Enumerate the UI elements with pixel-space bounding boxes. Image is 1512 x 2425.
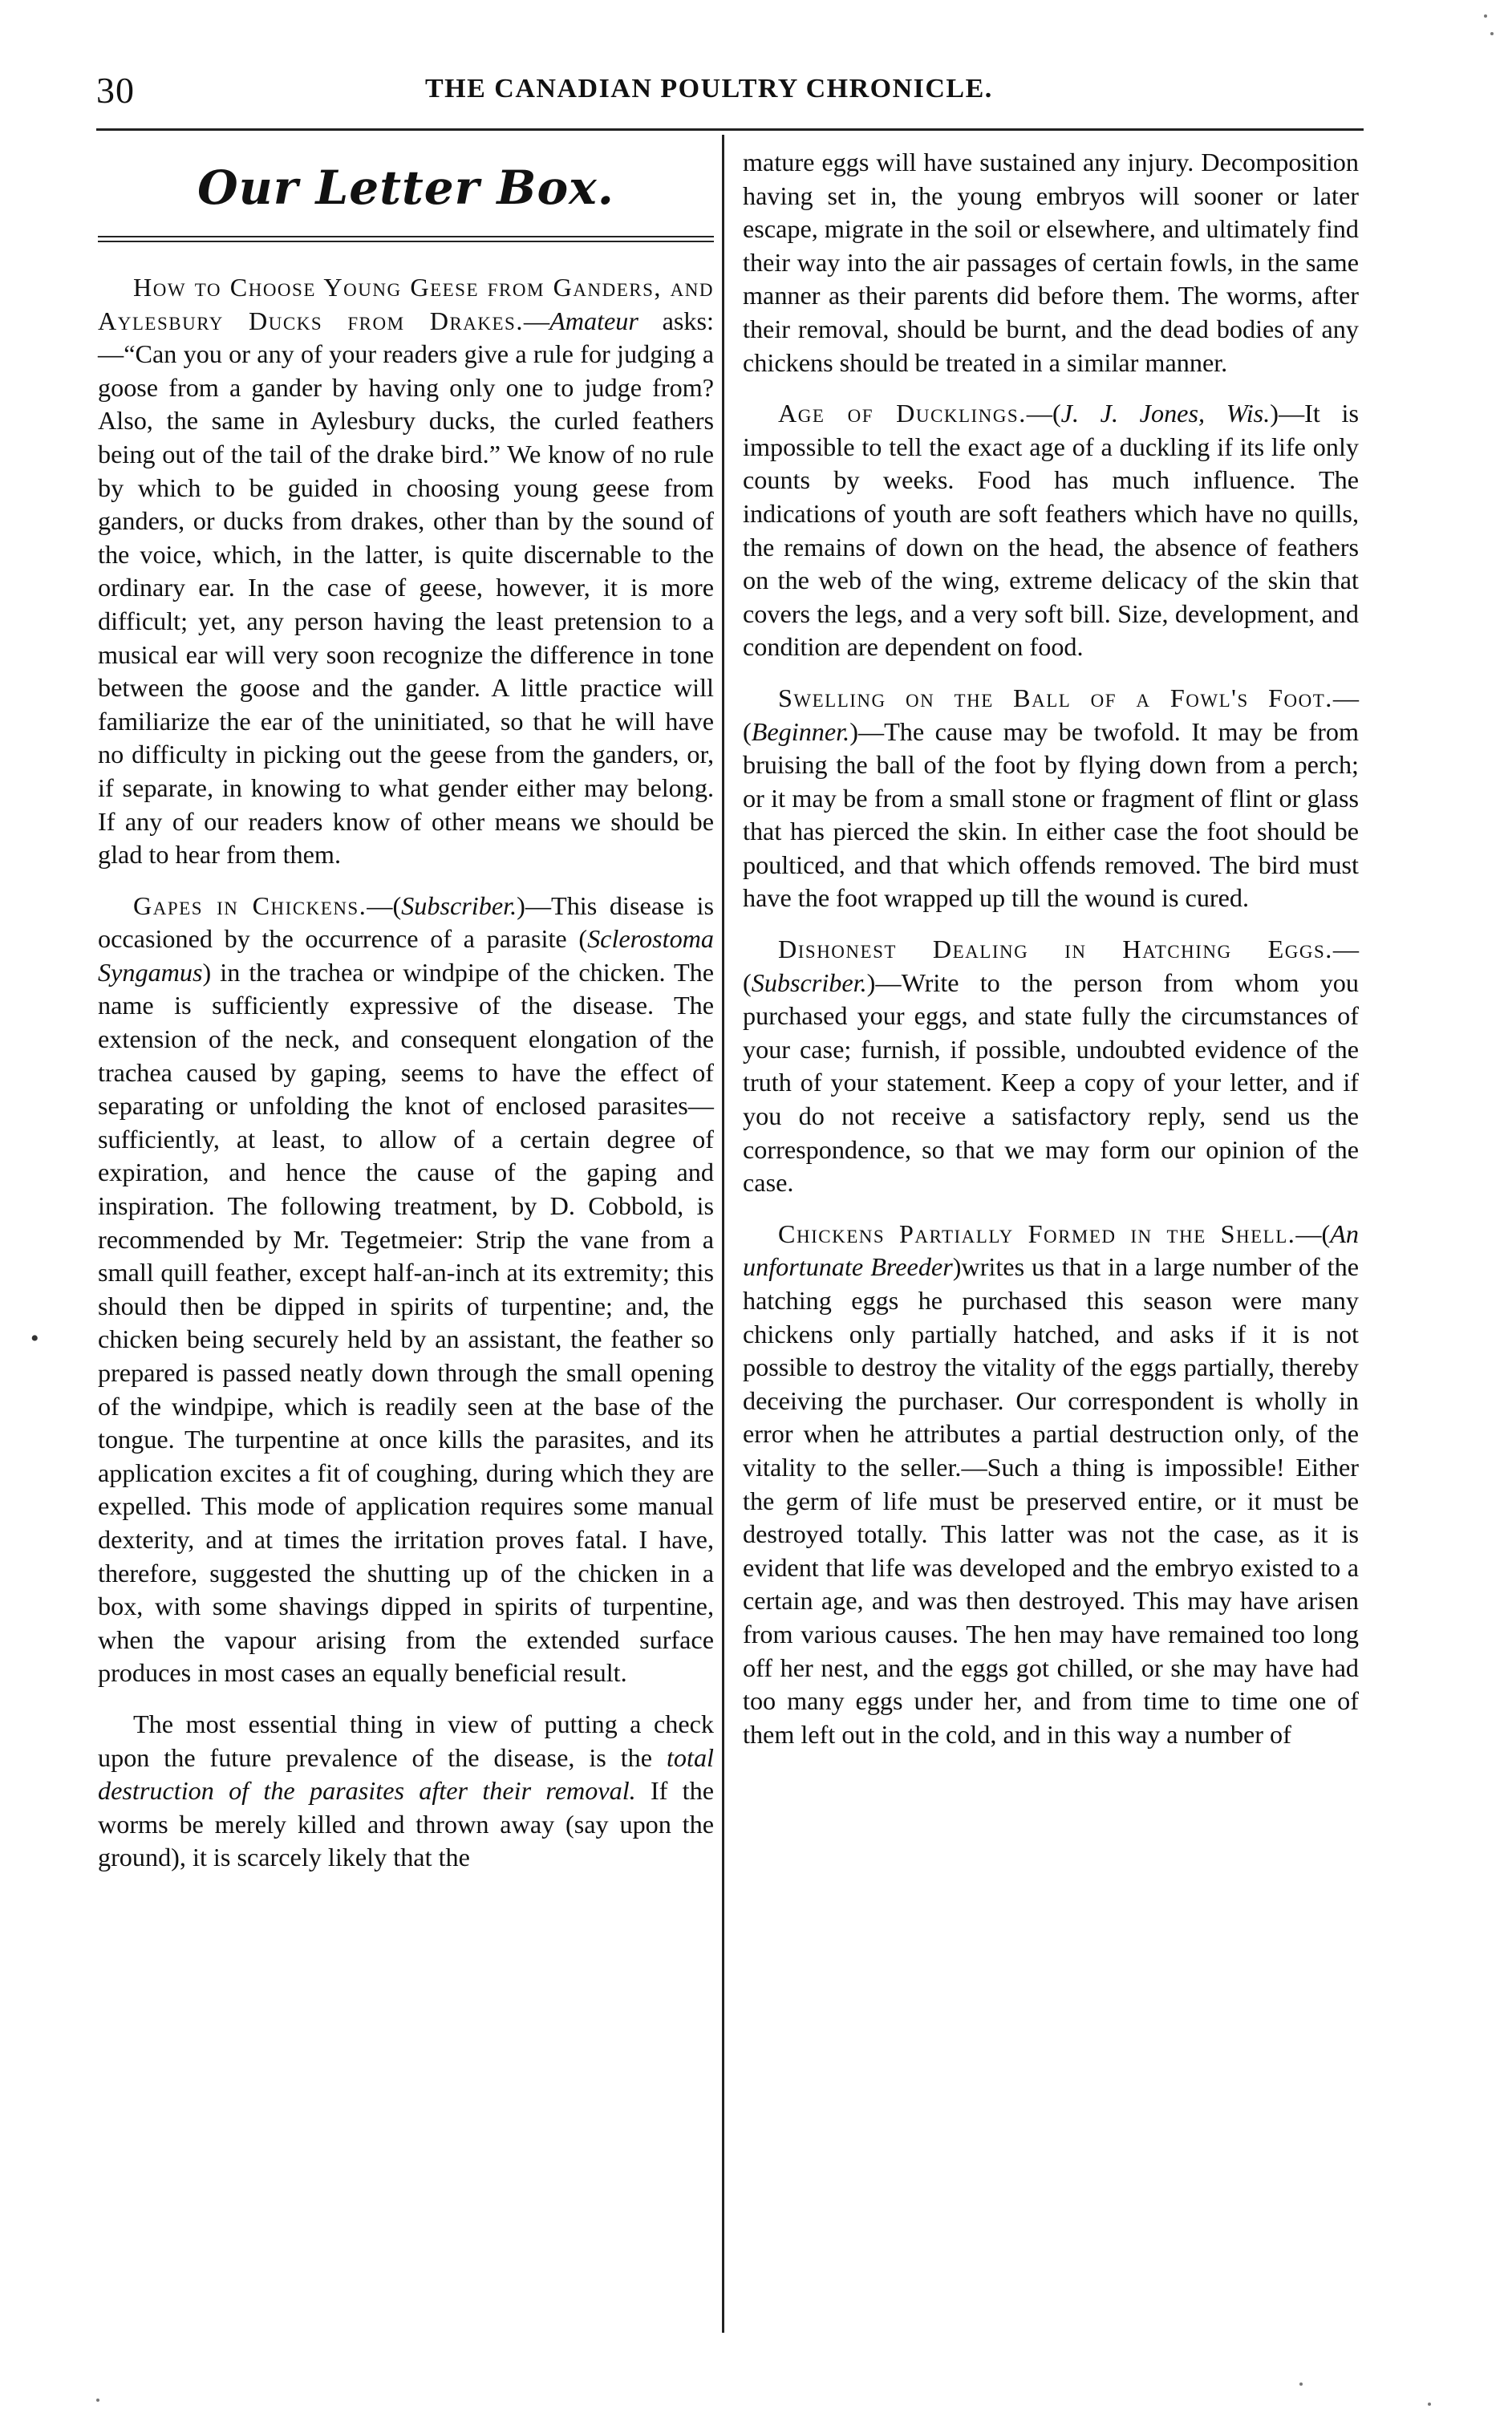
running-header: [96, 63, 1364, 119]
article-author: Beginner.: [751, 716, 850, 746]
left-column: [98, 146, 714, 1892]
article-title: Swelling on the Ball of a Fowl's Foot.: [778, 683, 1333, 712]
article-gapes: [98, 890, 714, 1690]
article-body: —It is impossible to tell the exact age of a duckling if its life only counts by weeks. Food has much influence. The indications of youth are soft feathers which have no quills, the remains of down on the head, the absence of feathers on the web of the wing, extreme delicacy of the skin that covers the legs, and a very soft bill. Size, development, and condition are dependent on food.: [743, 399, 1359, 662]
species-name: Sclerostoma Syngamus: [98, 924, 714, 987]
article-title: Chickens Partially Formed in the Shell.: [778, 1219, 1296, 1248]
author-open: —(: [743, 683, 1359, 746]
author-open: —(: [367, 890, 402, 920]
author-close: ): [952, 1252, 962, 1282]
author-open: —(: [743, 935, 1359, 997]
article-body: If the worms be merely killed and thrown away (say upon the ground), it is scarcely likely that the: [98, 1776, 714, 1872]
article-swelling: [743, 682, 1359, 915]
heading-rule: [98, 241, 714, 242]
scan-speck: [1299, 2382, 1303, 2386]
author-open: —(: [1026, 399, 1061, 428]
heading-rule: [98, 236, 714, 237]
article-dishonest: [743, 933, 1359, 1200]
article-author: An unfortunate Breeder: [743, 1219, 1359, 1282]
section-heading: Our Letter Box.: [197, 160, 614, 215]
article-author: J. J. Jones, Wis.: [1060, 399, 1271, 428]
article-title: Dishonest Dealing in Hatching Eggs.: [778, 935, 1333, 964]
article-body: The cause may be twofold. It may be from bruising the ball of the foot by flying down from a perch; or it may be from a small stone or fragment of flint or glass that has pierced the skin. In either case the foot should be poulticed, and that which offends removed. The bird must have the foot wrapped up till the wound is cured.: [743, 716, 1359, 913]
author-open: —(: [1295, 1219, 1331, 1248]
article-body: Write to the person from whom you purchased your eggs, and state fully the circumstances of your case; furnish, if possible, undoubted evidence of the truth of your statement. Keep a copy of your letter, and if you do not receive a satisfactory reply, send us the correspondence, so that we may form our opinion of the case.: [743, 967, 1359, 1198]
article-partially-formed: [743, 1218, 1359, 1752]
article-body: The most essential thing in view of putting a check upon the future prevalence of the disease, is the: [98, 1709, 714, 1772]
article-title: Gapes in Chickens.: [133, 890, 367, 920]
page-number: 30: [96, 70, 135, 111]
right-column: [743, 146, 1359, 1769]
column-divider: [722, 135, 724, 2333]
article-author: Subscriber.: [401, 890, 517, 920]
article-gapes-continued: mature eggs will have sustained any injury. Decomposition having set in, the young embryos will sooner or later escape, migrate in the soil or elsewhere, and ultimately find their way into the air passages of certain fowls, in the same manner as their parents did before them. The worms, after their removal, should be burnt, and the dead bodies of any chickens should be treated in a similar manner.: [743, 148, 1359, 377]
author-close: ): [1270, 399, 1279, 428]
journal-title: THE CANADIAN POULTRY CHRONICLE.: [425, 74, 993, 103]
article-title: Age of Ducklings.: [778, 399, 1027, 428]
author-close: )—: [866, 967, 902, 997]
article-gapes-para2: [98, 1708, 714, 1875]
author-close: )—: [517, 890, 552, 920]
author-dash: —: [523, 306, 550, 335]
scan-speck: [1428, 2403, 1431, 2406]
article-body: asks:—“Can you or any of your readers give a rule for judging a goose from a gander by having only one to judge from? Also, the same in Aylesbury ducks, the curled feathers being out of the tail of the drake bird.” We know of no rule by which to be guided in choosing young geese from ganders, or ducks from drakes, other than by the sound of the voice, which, in the latter, is quite discernable to the ordinary ear. In the case of geese, however, it is more difficult; yet, any person having the least pretension to a musical ear will very soon recognize the difference in tone between the goose and the gander. A little practice will familiarize the ear of the uninitiated, so that he will have no difficulty in picking out the geese from the ganders, or, if separate, in knowing to what gender either may belong. If any of our readers know of other means we should be glad to hear from them.: [98, 306, 714, 870]
article-title: How to Choose Young Geese from Ganders, and Aylesbury Ducks from Drakes.: [98, 273, 714, 335]
scan-speck: [96, 2399, 99, 2402]
article-author: Amateur: [549, 306, 638, 335]
article-ducklings: [743, 397, 1359, 664]
header-rule: [96, 128, 1364, 131]
article-author: Subscriber.: [751, 967, 867, 997]
scan-speck: [1490, 32, 1494, 35]
article-body: This disease is occasioned by the occurrence of a parasite (: [98, 890, 714, 954]
author-close: )—: [849, 716, 885, 746]
scan-speck: [1484, 14, 1487, 18]
emphasis-text: total destruction of the parasites after their removal.: [98, 1742, 714, 1806]
article-body: writes us that in a large number of the hatching eggs he purchased this season were many chickens only partially hatched, and asks if it is not possible to destroy the vitality of the eggs partially, thereby deceiving the purchaser. Our correspondent is wholly in error when he attributes a partial destruction only, of the vitality to the seller.—Such a thing is impossible! Either the germ of life must be preserved entire, or it must be destroyed totally. This latter was not the case, as it is evident that life was developed and the embryo existed to a certain age, and was then destroyed. This may have arisen from various causes. The hen may have remained too long off her nest, and the eggs got chilled, or she may have had too many eggs under her, and from time to time one of them left out in the cold, and in this way a number of: [743, 1252, 1359, 1749]
article-body: ) in the trachea or windpipe of the chicken. The name is sufficiently expressive of the disease. The extension of the neck, and consequent elongation of the trachea caused by gaping, seems to have the effect of separating or unfolding the knot of enclosed parasites—sufficiently, at least, to allow of a certain degree of expiration, and hence the cause of the gaping and inspiration. The following treatment, by D. Cobbold, is recommended by Mr. Tegetmeier: Strip the vane from a small quill feather, except half-an-inch at its extremity; this should then be dipped in spirits of turpentine; and, the chicken being securely held by an assistant, the feather so prepared is passed neatly down through the small opening of the windpipe, which is readily seen at the base of the tongue. The turpentine at once kills the parasites, and its application excites a fit of coughing, during which they are expelled. This mode of application requires some manual dexterity, and at times the irritation proves fatal. I have, therefore, suggested the shutting up of the chicken in a box, with some shavings dipped in spirits of turpentine, when the vapour arising from the extended surface produces in most cases an equally beneficial result.: [98, 957, 714, 1688]
margin-mark: •: [30, 1325, 39, 1352]
article-geese: [98, 271, 714, 872]
